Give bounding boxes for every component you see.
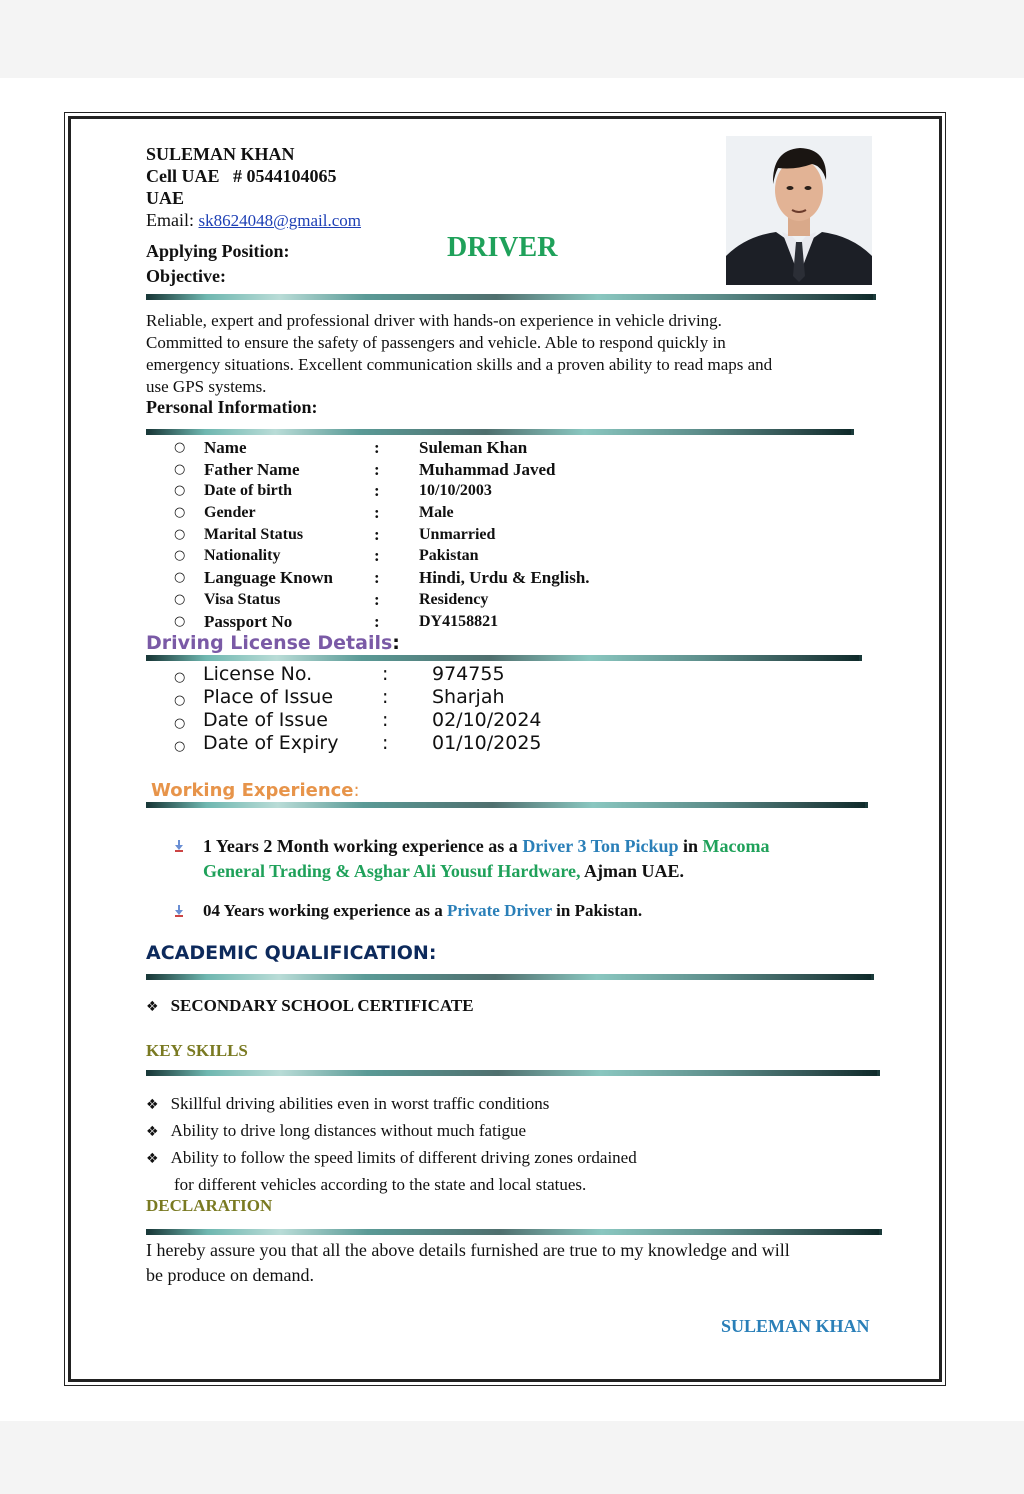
experience-text: 04 Years working experience as a xyxy=(203,901,447,920)
experience-text: in Pakistan. xyxy=(551,901,643,920)
list-item xyxy=(174,732,574,755)
personal-value: DY4158821 xyxy=(419,612,499,630)
email-link[interactable]: sk8624048@gmail.com xyxy=(198,211,362,230)
personal-value: Pakistan xyxy=(419,547,479,565)
experience-title-text: Working Experience xyxy=(151,780,354,801)
license-value: 01/10/2025 xyxy=(432,732,542,754)
email-line xyxy=(146,210,361,231)
list-item xyxy=(146,1118,637,1145)
objective-line: Committed to ensure the safety of passengers and vehicle. Able to respond quickly in xyxy=(146,333,726,352)
license-title xyxy=(146,632,400,654)
list-item xyxy=(174,567,634,589)
license-value: 974755 xyxy=(432,663,505,685)
circle-bullet-icon: ○ xyxy=(174,739,186,754)
personal-value: Residency xyxy=(419,590,489,608)
circle-bullet-icon: ○ xyxy=(174,483,186,499)
personal-label: Gender xyxy=(204,504,256,522)
skills-list xyxy=(146,1091,637,1198)
separator-colon: : xyxy=(382,732,389,754)
list-item xyxy=(174,480,634,502)
circle-bullet-icon: ○ xyxy=(174,716,186,731)
objective-line: use GPS systems. xyxy=(146,377,267,396)
signature-name: SULEMAN KHAN xyxy=(721,1316,870,1336)
experience-item-2 xyxy=(203,901,642,921)
objective-text xyxy=(146,310,772,398)
personal-label: Date of birth xyxy=(204,482,292,500)
experience-company: Macoma xyxy=(702,836,770,856)
personal-value: Male xyxy=(419,504,454,522)
list-item xyxy=(174,663,574,686)
declaration-title: DECLARATION xyxy=(146,1196,273,1215)
list-item xyxy=(174,545,634,567)
experience-company: General Trading & Asghar Ali Yousuf Hardware, xyxy=(203,861,581,881)
diamond-bullet-icon: ❖ xyxy=(146,1124,159,1140)
declaration-line: be produce on demand. xyxy=(146,1265,314,1285)
license-list xyxy=(174,663,574,755)
circle-bullet-icon: ○ xyxy=(174,440,186,455)
objective-line: emergency situations. Excellent communication skills and a proven ability to read maps and xyxy=(146,355,773,374)
position-title: DRIVER xyxy=(447,232,558,263)
skill-text: Ability to drive long distances without much fatigue xyxy=(170,1121,527,1140)
experience-arrow-icon xyxy=(172,836,186,857)
divider-objective xyxy=(146,294,876,300)
academic-certificate: SECONDARY SCHOOL CERTIFICATE xyxy=(170,996,474,1015)
license-label: Place of Issue xyxy=(203,686,334,708)
circle-bullet-icon: ○ xyxy=(174,461,186,477)
applying-position-label: Applying Position: xyxy=(146,241,290,261)
personal-info-list xyxy=(174,437,634,632)
email-label: Email: xyxy=(146,210,194,230)
declaration-text xyxy=(146,1238,790,1288)
experience-arrow-icon xyxy=(172,903,186,922)
license-title-colon: : xyxy=(392,632,400,654)
list-item xyxy=(174,709,574,732)
diamond-bullet-icon: ❖ xyxy=(146,999,159,1015)
license-title-text: Driving License Details xyxy=(146,632,393,654)
circle-bullet-icon: ○ xyxy=(174,548,186,564)
separator-colon: : xyxy=(374,459,380,479)
declaration-line: I hereby assure you that all the above details furnished are true to my knowledge and will xyxy=(146,1240,790,1260)
list-item xyxy=(174,437,634,459)
skill-text: Ability to follow the speed limits of different driving zones ordained xyxy=(170,1148,637,1167)
divider-academic xyxy=(146,974,874,980)
license-label: Date of Expiry xyxy=(203,732,339,754)
divider-declaration xyxy=(146,1229,882,1235)
personal-label: Visa Status xyxy=(204,590,281,608)
list-item xyxy=(174,611,634,633)
circle-bullet-icon: ○ xyxy=(174,670,186,685)
list-item xyxy=(174,524,634,546)
personal-value: Muhammad Javed xyxy=(419,459,556,479)
separator-colon: : xyxy=(382,686,389,708)
circle-bullet-icon: ○ xyxy=(174,693,186,708)
circle-bullet-icon: ○ xyxy=(174,505,186,521)
personal-value: Unmarried xyxy=(419,525,496,543)
separator-colon: : xyxy=(374,524,380,544)
skill-continuation: for different vehicles according to the state and local statues. xyxy=(174,1175,587,1194)
circle-bullet-icon: ○ xyxy=(174,613,186,629)
separator-colon: : xyxy=(374,503,380,523)
separator-colon: : xyxy=(374,589,380,609)
experience-text: in xyxy=(678,836,703,856)
separator-colon: : xyxy=(374,438,380,457)
divider-personal xyxy=(146,429,854,435)
diamond-bullet-icon: ❖ xyxy=(146,1097,159,1113)
list-item xyxy=(174,502,634,524)
personal-label: Marital Status xyxy=(204,525,304,543)
personal-label: Father Name xyxy=(204,459,300,479)
candidate-photo xyxy=(726,136,872,285)
divider-experience xyxy=(146,802,868,808)
academic-item xyxy=(146,996,474,1016)
experience-title xyxy=(151,780,360,801)
personal-value: 10/10/2003 xyxy=(419,482,492,500)
objective-label: Objective: xyxy=(146,266,226,286)
separator-colon: : xyxy=(374,568,380,588)
personal-label: Name xyxy=(204,438,247,457)
skills-title: KEY SKILLS xyxy=(146,1041,248,1060)
list-item xyxy=(174,686,574,709)
list-item xyxy=(174,459,634,481)
experience-title-colon: : xyxy=(353,780,360,801)
license-label: License No. xyxy=(203,663,313,685)
academic-title: ACADEMIC QUALIFICATION: xyxy=(146,942,437,964)
experience-role: Driver 3 Ton Pickup xyxy=(522,836,679,856)
list-item xyxy=(146,1091,637,1118)
list-item xyxy=(146,1145,637,1172)
personal-value: Suleman Khan xyxy=(419,438,528,457)
license-label: Date of Issue xyxy=(203,709,328,731)
personal-label: Passport No xyxy=(204,611,293,631)
circle-bullet-icon: ○ xyxy=(174,526,186,542)
country: UAE xyxy=(146,188,185,208)
experience-role: Private Driver xyxy=(446,901,552,920)
personal-label: Language Known xyxy=(204,568,333,588)
experience-location: Ajman UAE. xyxy=(580,861,685,881)
divider-skills xyxy=(146,1070,880,1076)
divider-license xyxy=(146,655,862,661)
separator-colon: : xyxy=(374,481,380,501)
personal-value: Hindi, Urdu & English. xyxy=(419,568,590,588)
personal-label: Nationality xyxy=(204,547,281,565)
experience-text: 1 Years 2 Month working experience as a xyxy=(203,836,523,856)
separator-colon: : xyxy=(374,546,380,566)
license-value: 02/10/2024 xyxy=(432,709,542,731)
circle-bullet-icon: ○ xyxy=(174,570,186,586)
separator-colon: : xyxy=(382,663,389,685)
personal-info-title: Personal Information: xyxy=(146,397,318,417)
circle-bullet-icon: ○ xyxy=(174,591,186,607)
separator-colon: : xyxy=(382,709,389,731)
license-value: Sharjah xyxy=(432,686,505,708)
objective-line: Reliable, expert and professional driver with hands-on experience in vehicle driving. xyxy=(146,311,722,330)
list-item xyxy=(174,589,634,611)
skill-text: Skillful driving abilities even in worst traffic conditions xyxy=(170,1094,550,1113)
diamond-bullet-icon: ❖ xyxy=(146,1151,159,1167)
cell-phone: Cell UAE # 0544104065 xyxy=(146,166,337,186)
candidate-name: SULEMAN KHAN xyxy=(146,144,295,164)
separator-colon: : xyxy=(374,611,380,631)
experience-item-1 xyxy=(203,834,770,884)
